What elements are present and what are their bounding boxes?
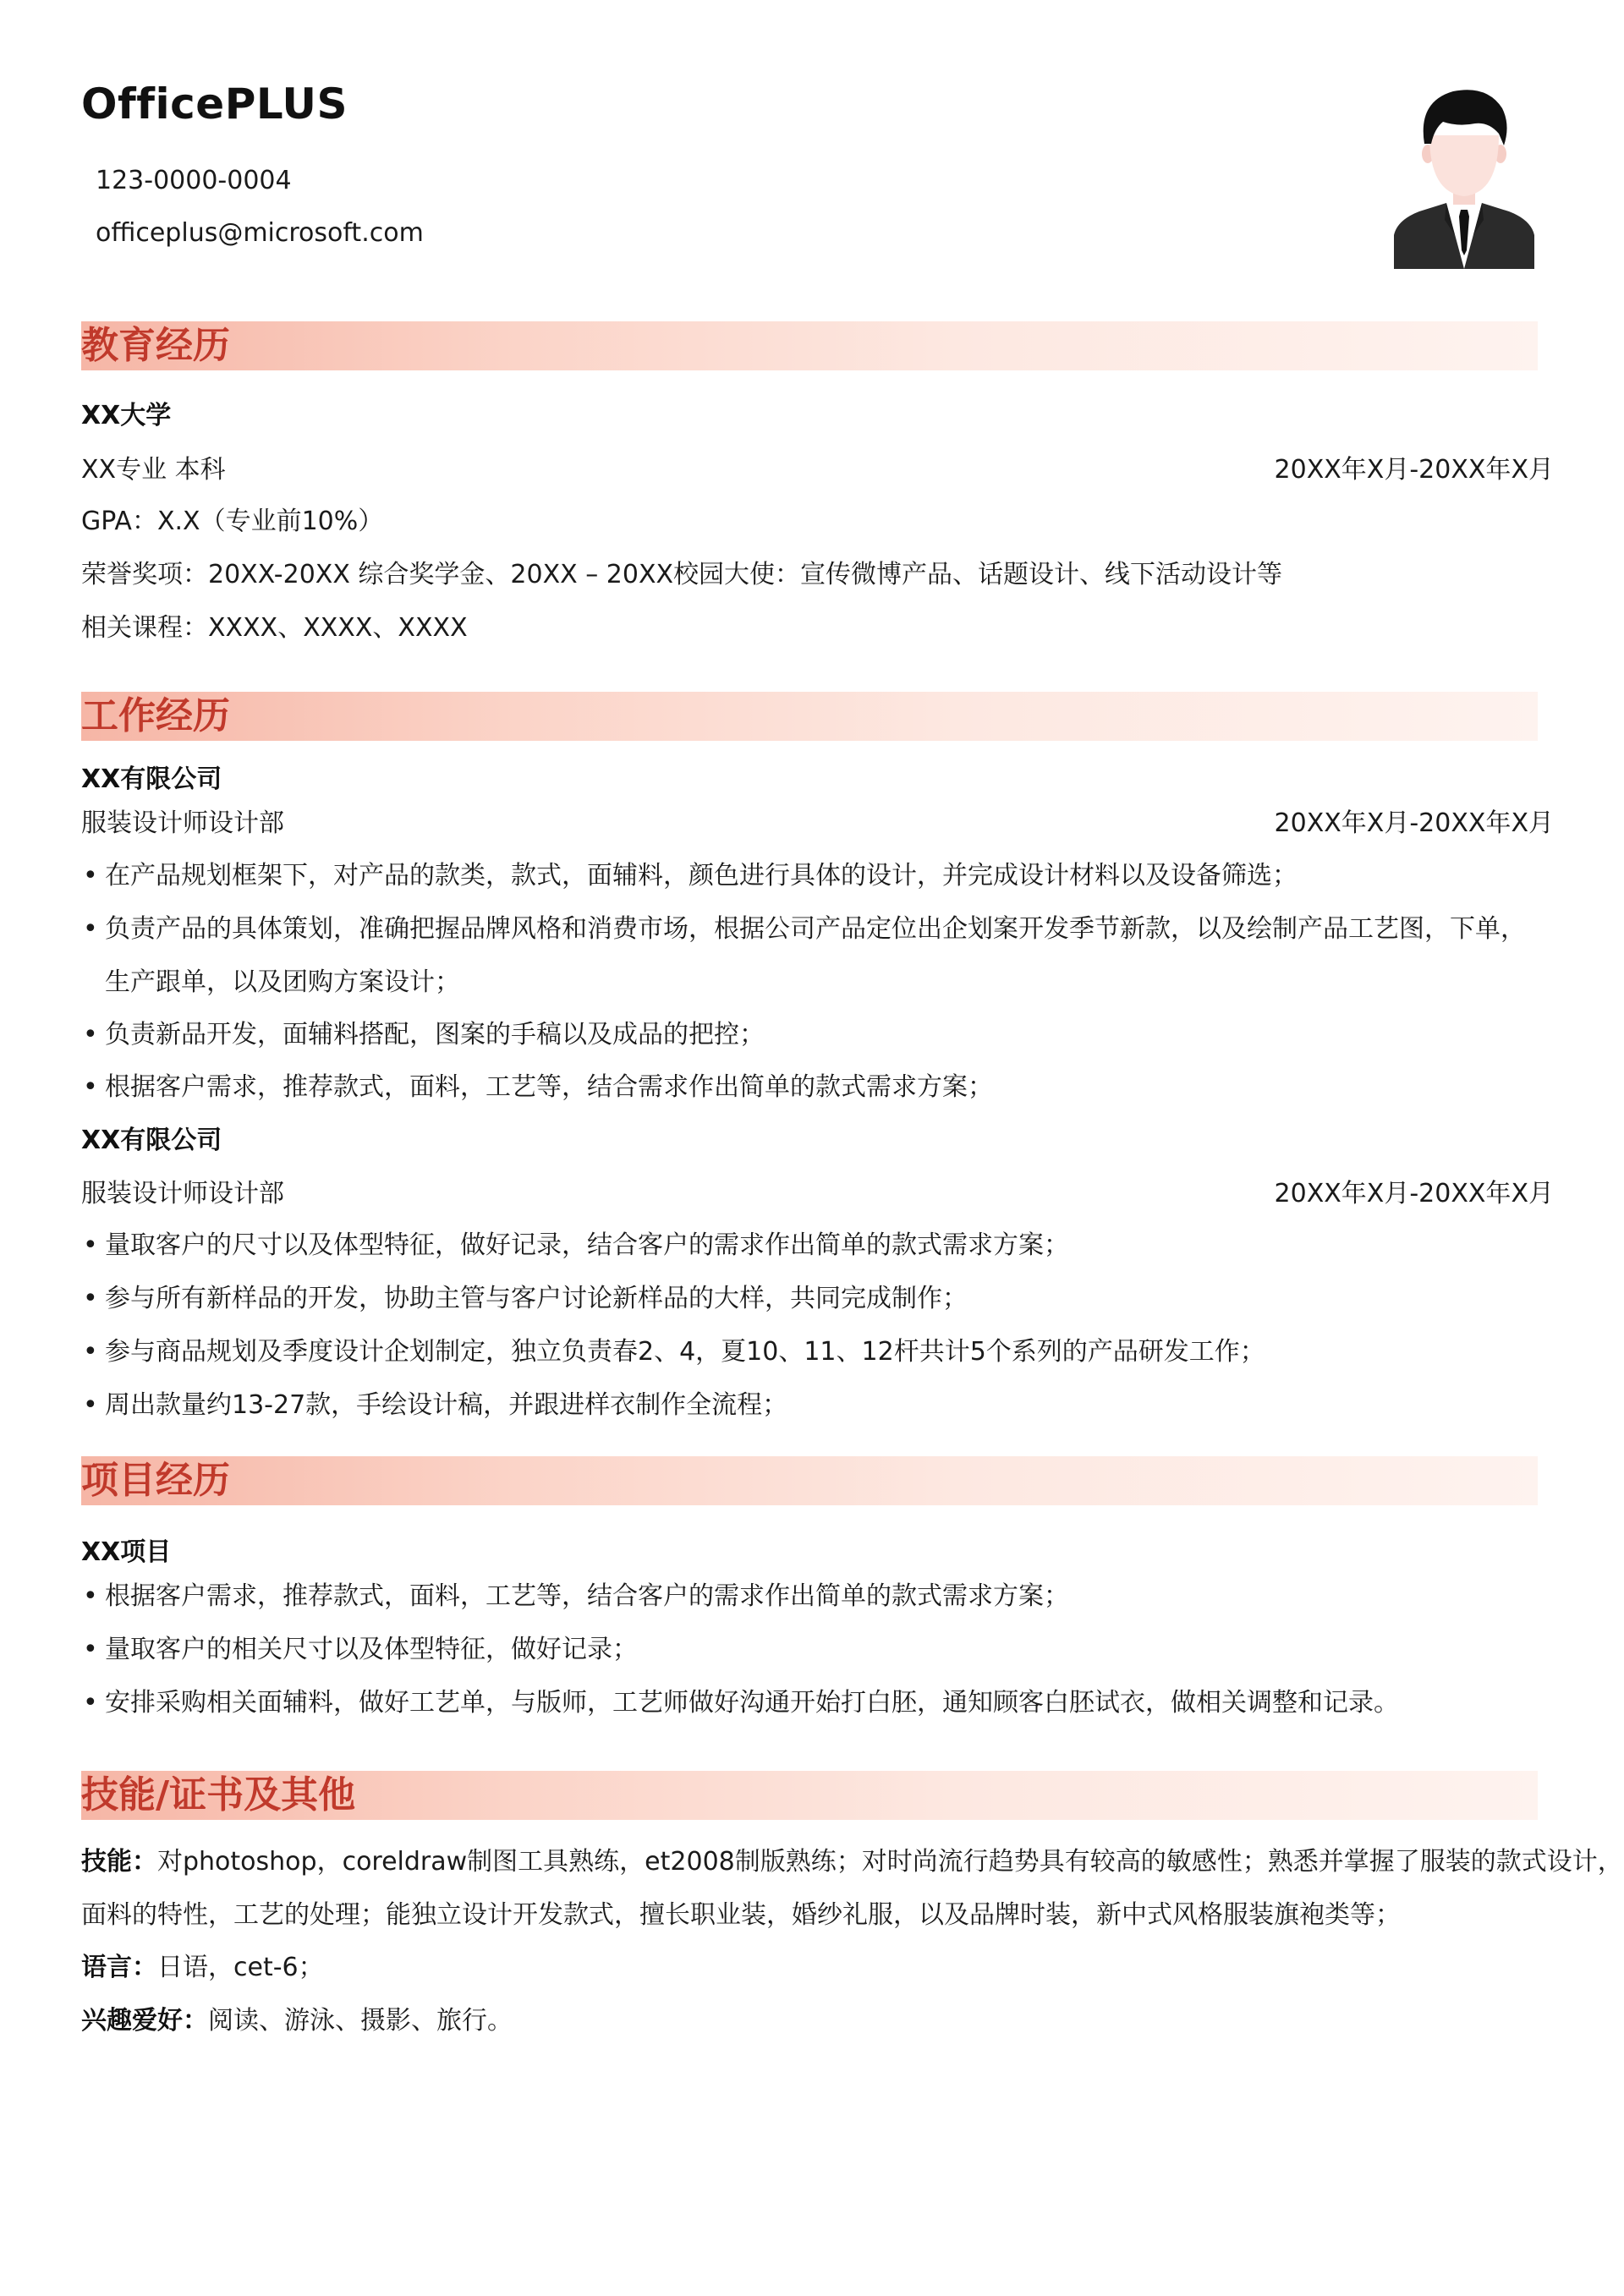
bullet-icon: • bbox=[83, 1390, 98, 1420]
skills-line-2: 面料的特性，工艺的处理；能独立设计开发款式，擅长职业装，婚纱礼服，以及品牌时装，新中式风格服装旗袍类等； bbox=[81, 1900, 1401, 1930]
bullet-icon: • bbox=[83, 1337, 98, 1367]
bullet-icon: • bbox=[83, 1072, 98, 1102]
education-section-bar bbox=[81, 321, 1538, 370]
major-degree: XX专业 本科 bbox=[81, 455, 226, 485]
list-item: • 根据客户需求，推荐款式，面料，工艺等，结合客户的需求作出简单的款式需求方案； bbox=[83, 1581, 1069, 1611]
work-section-bar bbox=[81, 692, 1538, 741]
job-date: 20XX年X月-20XX年X月 bbox=[1274, 1179, 1554, 1208]
education-date: 20XX年X月-20XX年X月 bbox=[1274, 455, 1554, 485]
list-item: • 在产品规划框架下，对产品的款类，款式，面辅料，颜色进行具体的设计，并完成设计材料以及设备筛选； bbox=[83, 861, 1298, 890]
phone-number: 123-0000-0004 bbox=[96, 166, 292, 195]
skills-line-1: 技能：对photoshop，coreldraw制图工具熟练，et2008制版熟练；对时尚流行趋势具有较高的敏感性；熟悉并掌握了服装的款式设计， bbox=[81, 1847, 1623, 1877]
gpa: GPA：X.X（专业前10%） bbox=[81, 507, 384, 536]
job-company: XX有限公司 bbox=[81, 1126, 222, 1155]
school-name: XX大学 bbox=[81, 401, 172, 430]
project-section-bar bbox=[81, 1456, 1538, 1505]
list-item-continued: 生产跟单，以及团购方案设计； bbox=[105, 967, 460, 997]
project-section-title: 项目经历 bbox=[81, 1459, 230, 1502]
hobby-line: 兴趣爱好：阅读、游泳、摄影、旅行。 bbox=[81, 2006, 513, 2036]
email-address: officeplus@microsoft.com bbox=[96, 218, 424, 248]
list-item: • 量取客户的相关尺寸以及体型特征，做好记录； bbox=[83, 1635, 638, 1664]
hobby-label: 兴趣爱好： bbox=[81, 2006, 208, 2036]
bullet-icon: • bbox=[83, 1581, 98, 1611]
bullet-icon: • bbox=[83, 1230, 98, 1260]
language-line: 语言：日语，cet-6； bbox=[81, 1953, 324, 1982]
job-company: XX有限公司 bbox=[81, 764, 222, 794]
list-item: • 根据客户需求，推荐款式，面料，工艺等，结合需求作出简单的款式需求方案； bbox=[83, 1072, 993, 1102]
list-item: • 参与所有新样品的开发，协助主管与客户讨论新样品的大样，共同完成制作； bbox=[83, 1284, 968, 1313]
job-date: 20XX年X月-20XX年X月 bbox=[1274, 808, 1554, 838]
list-item: • 负责产品的具体策划，准确把握品牌风格和消费市场，根据公司产品定位出企划案开发季节新款，以及绘制产品工艺图，下单， bbox=[83, 914, 1526, 944]
bullet-icon: • bbox=[83, 1688, 98, 1718]
list-item: • 负责新品开发，面辅料搭配，图案的手稿以及成品的把控； bbox=[83, 1020, 765, 1049]
list-item: • 量取客户的尺寸以及体型特征，做好记录，结合客户的需求作出简单的款式需求方案； bbox=[83, 1230, 1069, 1260]
work-section-title: 工作经历 bbox=[81, 694, 230, 737]
bullet-icon: • bbox=[83, 914, 98, 944]
job-dept: 服装设计师设计部 bbox=[81, 1179, 284, 1208]
project-name: XX项目 bbox=[81, 1537, 172, 1567]
list-item: • 参与商品规划及季度设计企划制定，独立负责春2、4，夏10、11、12杆共计5个系列的产品研发工作； bbox=[83, 1337, 1265, 1367]
candidate-name: OfficePLUS bbox=[81, 79, 348, 129]
bullet-icon: • bbox=[83, 861, 98, 890]
skills-label: 技能： bbox=[81, 1847, 157, 1877]
skills-section-title: 技能/证书及其他 bbox=[81, 1773, 356, 1817]
bullet-icon: • bbox=[83, 1020, 98, 1049]
list-item: • 安排采购相关面辅料，做好工艺单，与版师，工艺师做好沟通开始打白胚，通知顾客白胚试衣，做相关调整和记录。 bbox=[83, 1688, 1399, 1718]
job-dept: 服装设计师设计部 bbox=[81, 808, 284, 838]
education-section-title: 教育经历 bbox=[81, 324, 230, 367]
bullet-icon: • bbox=[83, 1635, 98, 1664]
list-item: • 周出款量约13-27款，手绘设计稿，并跟进样衣制作全流程； bbox=[83, 1390, 788, 1420]
honors: 荣誉奖项：20XX-20XX 综合奖学金、20XX – 20XX校园大使：宣传微博产品、话题设计、线下活动设计等 bbox=[81, 560, 1283, 589]
language-label: 语言： bbox=[81, 1953, 157, 1982]
avatar bbox=[1394, 85, 1534, 269]
courses: 相关课程：XXXX、XXXX、XXXX bbox=[81, 613, 468, 643]
bullet-icon: • bbox=[83, 1284, 98, 1313]
